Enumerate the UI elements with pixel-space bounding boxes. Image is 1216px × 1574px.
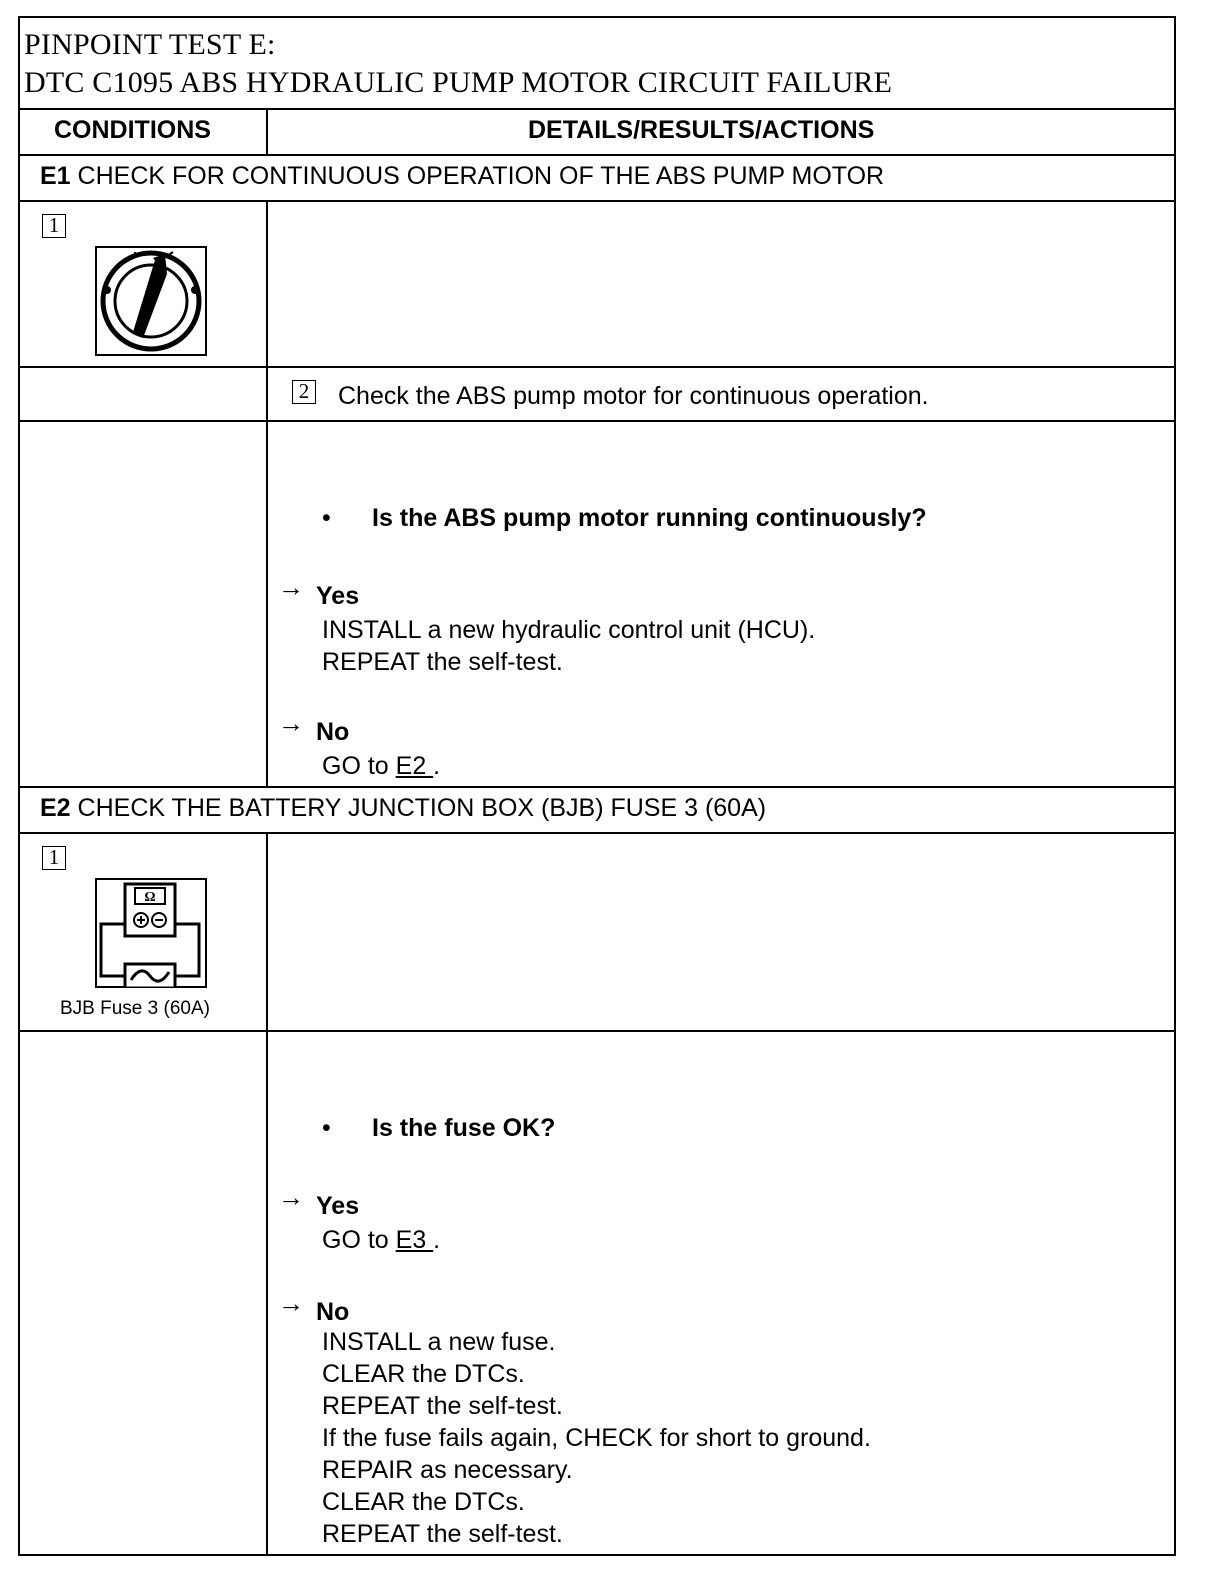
e2-step1-row [20, 834, 1174, 1032]
e1-heading [40, 162, 884, 191]
e2-no-line-5: REPAIR as necessary. [322, 1456, 573, 1484]
e2-result-row: • Is the fuse OK? → Yes GO to E3 . → No INSTALL a new fuse. CLEAR the DTCs. REPEAT the self-test. If the fuse fails again, CHECK for short to ground. REPAIR as necessary. CLEAR the DTCs. REPEAT the self-test. [20, 1032, 1174, 1554]
e1-no-action: GO to E2 . [322, 752, 441, 780]
e1-step2-text: Check the ABS pump motor for continuous operation. [338, 382, 929, 410]
e2-no-line-2: CLEAR the DTCs. [322, 1360, 525, 1388]
title-line-1: PINPOINT TEST E: [24, 28, 276, 61]
goto-e3-link[interactable]: E3 [395, 1226, 434, 1254]
yes-arrow-icon: → [278, 572, 304, 602]
e2-heading [40, 794, 766, 823]
e2-no-label: No [316, 1298, 350, 1326]
e2-no-line-1: INSTALL a new fuse. [322, 1328, 556, 1356]
yes-arrow-icon: → [278, 1182, 304, 1212]
e1-step2-number: 2 [292, 380, 316, 404]
title-line-2: DTC C1095 ABS HYDRAULIC PUMP MOTOR CIRCUIT FAILURE [24, 66, 893, 99]
ignition-key-icon [95, 246, 207, 356]
goto-e2-link[interactable]: E2 [395, 752, 434, 780]
e2-no-line-6: CLEAR the DTCs. [322, 1488, 525, 1516]
e1-step1-row [20, 202, 1174, 368]
e2-yes-label: Yes [316, 1192, 360, 1220]
e1-question: Is the ABS pump motor running continuously? [372, 504, 927, 532]
e2-no-line-7: REPEAT the self-test. [322, 1520, 563, 1548]
e2-no-actions [322, 1326, 871, 1550]
details-header: DETAILS/RESULTS/ACTIONS [528, 116, 875, 144]
e2-question: Is the fuse OK? [372, 1114, 556, 1142]
e1-yes-actions [322, 614, 815, 678]
title-row [20, 18, 1174, 110]
svg-text:Ω: Ω [144, 890, 156, 905]
ohmmeter-fuse-icon [95, 878, 207, 988]
conditions-header: CONDITIONS [54, 116, 211, 144]
e2-fuse-caption: BJB Fuse 3 (60A) [60, 998, 210, 1019]
no-arrow-icon: → [278, 708, 304, 738]
e1-step2-row [20, 368, 1174, 422]
e2-heading-text: CHECK THE BATTERY JUNCTION BOX (BJB) FUSE 3 (60A) [70, 794, 767, 822]
e1-yes-line-1: INSTALL a new hydraulic control unit (HCU). [322, 616, 816, 644]
e1-heading-row [20, 156, 1174, 202]
e1-no-label: No [316, 718, 350, 746]
header-row [20, 110, 1174, 156]
e2-no-line-4: If the fuse fails again, CHECK for short to ground. [322, 1424, 871, 1452]
e1-step1-number: 1 [42, 214, 66, 238]
e1-result-row: • Is the ABS pump motor running continuously? → Yes INSTALL a new hydraulic control unit (HCU). REPEAT the self-test. → No GO to E2 . [20, 422, 1174, 788]
e1-heading-text: CHECK FOR CONTINUOUS OPERATION OF THE ABS PUMP MOTOR [70, 162, 885, 190]
e2-no-line-3: REPEAT the self-test. [322, 1392, 563, 1420]
e1-code: E1 [40, 162, 71, 190]
pinpoint-test-table [18, 16, 1176, 1556]
e2-heading-row [20, 788, 1174, 834]
e1-yes-label: Yes [316, 582, 360, 610]
no-arrow-icon: → [278, 1288, 304, 1318]
e1-yes-line-2: REPEAT the self-test. [322, 648, 563, 676]
e2-step1-number: 1 [42, 846, 66, 870]
page-title [20, 18, 1174, 102]
e2-yes-action: GO to E3 . [322, 1226, 441, 1254]
e2-code: E2 [40, 794, 71, 822]
